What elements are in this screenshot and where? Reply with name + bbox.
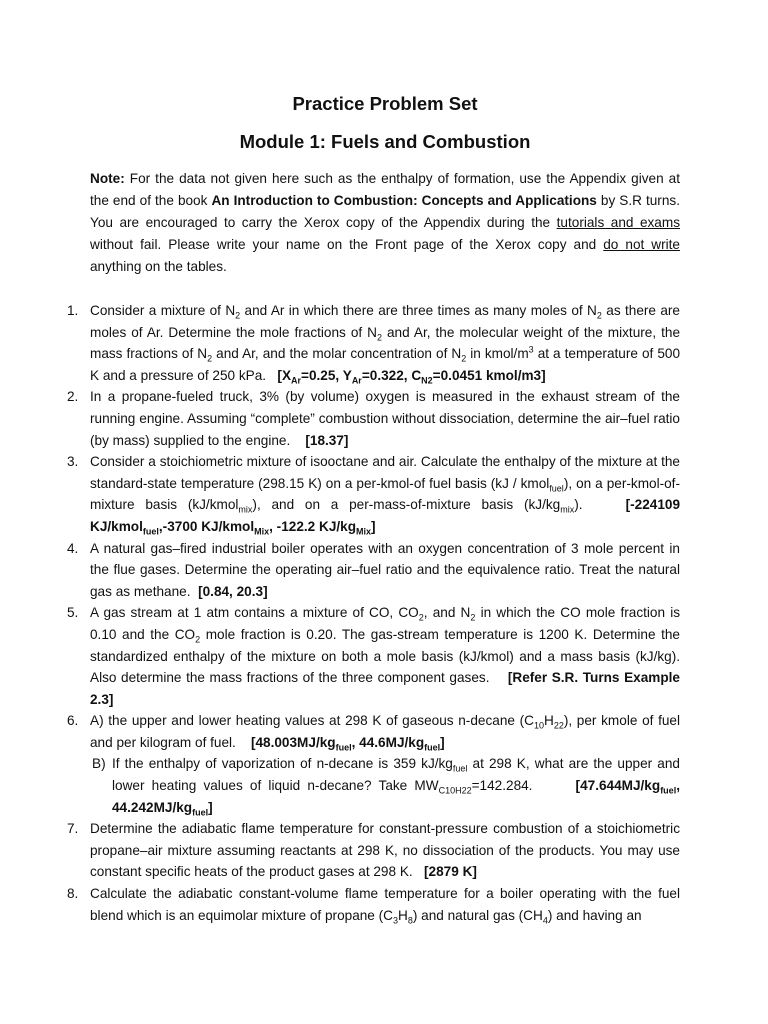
problem-2: 2. In a propane-fueled truck, 3% (by volume) oxygen is measured in the exhaust stream of the running engine. Assuming “complete” combustion without dissociation, determine the air–fuel ratio (by mass) supplied to the engine. [18.37]: [67, 389, 680, 448]
problem-7: 7. Determine the adiabatic flame temperature for constant-pressure combustion of a stoichiometric propane–air mixture assuming reactants at 298 K, no dissociation of the products. You may use constant specific heats of the product gases at 298 K. [2879 K]: [67, 821, 680, 880]
underlined-do-not-write: do not write: [603, 237, 680, 252]
problem-6: 6. A) the upper and lower heating values at 298 K of gaseous n-decane $(C_{10}H_{22})$, per kmole of fuel and per kilogram of fuel. [$48.003MJ/kg_{fuel}$, $44.6MJ/kg_{fuel}$] B) If the enthalpy of vaporization of n-decane is 359 $kJ/kg_{fuel}$ at 298 K, what are the upper and lower heating values of liquid n-decane? Take $MW_{C10H22}=142.284$. [$47.644MJ/kg_{fuel}$, $44.242MJ/kg_{fuel}$]: [67, 713, 681, 818]
answer: [-224109 KJ/kmol$_{fuel}$,-3700 KJ/kmol$_{Mix}$, -122.2 $KJ/kg_{Mix}$]: [90, 497, 681, 537]
problem-5: 5. A gas stream at 1 atm contains a mixture of CO, $CO_2$, and $N_2$ in which the CO mole fraction is 0.10 and the $CO_2$ mole fraction is 0.20. The gas-stream temperature is 1200 K. Determine the standardized enthalpy of the mixture on both a mole basis (kJ/kmol) and a mass basis (kJ/kg). Also determine the mass fractions of the three component gases. [Refer S.R. Turns Example 2.3]: [67, 605, 681, 707]
problem-6-part-b: B) If the enthalpy of vaporization of n-decane is 359 $kJ/kg_{fuel}$ at 298 K, what are the upper and lower heating values of liquid n-decane? Take $MW_{C10H22}=142.284$. [$47.644MJ/kg_{fuel}$, $44.242MJ/kg_{fuel}$]: [92, 756, 680, 818]
page-subtitle: Module 1: Fuels and Combustion: [239, 131, 531, 152]
book-title: An Introduction to Combustion: Concepts and Applications: [211, 193, 597, 208]
problem-8: 8. Calculate the adiabatic constant-volume flame temperature for a boiler operating with the fuel blend which is an equimolar mixture of propane $(C_3H_8)$ and natural gas $(CH_4)$ and having an: [67, 886, 680, 926]
answer: [Refer S.R. Turns Example 2.3]: [90, 670, 680, 707]
answer: [2879 K]: [424, 864, 477, 880]
answer: [$47.644MJ/kg_{fuel}$, $44.242MJ/kg_{fuel}$]: [112, 778, 680, 818]
note-paragraph: Note: For the data not given here such as the enthalpy of formation, use the Appendix given at the end of the book An Introduction to Combustion: Concepts and Applications by S.R turns. You are encouraged to carry the Xerox copy of the Appendix during the tutorials and exams without fail. Please write your name on the Front page of the Xerox copy and do not write anything on the tables.: [90, 171, 680, 274]
note-label: Note:: [90, 171, 125, 186]
answer: [18.37]: [305, 432, 349, 448]
answer: [0.84, 20.3]: [198, 583, 268, 599]
problem-list: [67, 300, 681, 926]
problem-3: 3. Consider a stoichiometric mixture of isooctane and air. Calculate the enthalpy of the mixture at the standard-state temperature (298.15 K) on a per-kmol-of fuel basis (kJ / kmol$_{fuel}$), on a per-kmol-of-mixture basis (kJ/kmol$_{mix}$), and on a per-mass-of-mixture basis $(kJ/kg_{mix})$. [-224109 KJ/kmol$_{fuel}$,-3700 KJ/kmol$_{Mix}$, -122.2 $KJ/kg_{Mix}$]: [67, 454, 681, 537]
problem-4: 4. A natural gas–fired industrial boiler operates with an oxygen concentration of 3 mole percent in the flue gases. Determine the operating air–fuel ratio and the equivalence ratio. Treat the natural gas as methane. [0.84, 20.3]: [67, 540, 680, 599]
answer: [$48.003MJ/kg_{fuel}$, $44.6MJ/kg_{fuel}$]: [250, 734, 445, 753]
problem-1: 1. Consider a mixture of $N_2$ and Ar in which there are three times as many moles of $N_2$ as there are moles of Ar. Determine the mole fractions of $N_2$ and Ar, the molecular weight of the mixture, the mass fractions of $N_2$ and Ar, and the molar concentration of $N_2$ in kmol/$m^3$ at a temperature of 500 K and a pressure of 250 kPa. [$X_{Ar}=0.25$, $Y_{Ar}=0.322$, $C_{N2}=0.0451$ kmol/m3]: [67, 303, 681, 386]
answer: [$X_{Ar}=0.25$, $Y_{Ar}=0.322$, $C_{N2}=0.0451$ kmol/m3]: [277, 367, 546, 386]
underlined-tutorials: tutorials and exams: [556, 215, 680, 230]
page-title: Practice Problem Set: [292, 93, 478, 114]
